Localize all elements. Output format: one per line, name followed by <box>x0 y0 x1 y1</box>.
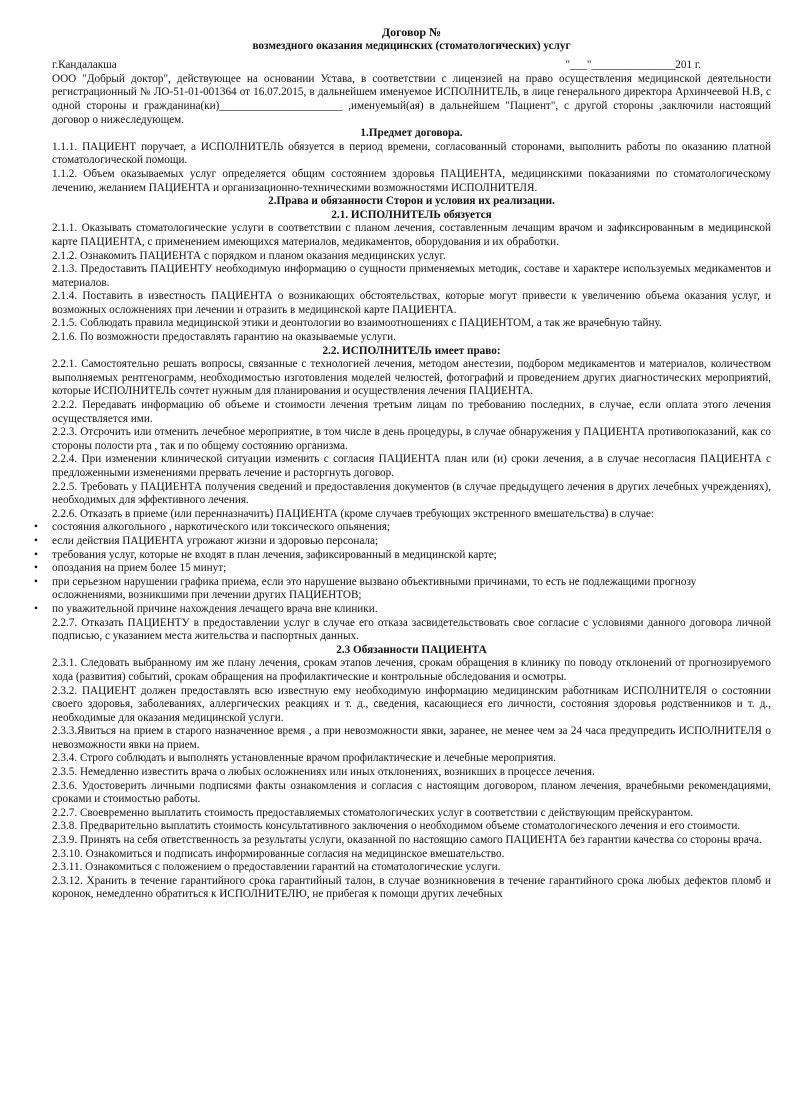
paragraph-2-3-12: 2.3.12. Хранить в течение гарантийного срока гарантийный талон, в случае возникновения в течение гарантийного срока любых дефектов пломб и коронок, немедленно обратиться к ИСПОЛНИТЕЛЮ, не прибегая к помощи других лечебных <box>52 874 771 901</box>
paragraph-2-3-1: 2.3.1. Следовать выбранному им же плану лечения, срокам этапов лечения, срокам обращения в клинику по поводу отклонений от прогнозируемого хода (развития) событий, срокам обращения на профилактические и контрольные обследования и осмотры. <box>52 657 771 683</box>
paragraph-2-2-6: 2.2.6. Отказать в приеме (или перенназначить) ПАЦИЕНТА (кроме случаев требующих экстренного вмешательства) в случае: <box>52 507 655 520</box>
paragraph-2-3-9: 2.3.9. Принять на себя ответственность за результаты услуги, оказанной по настоящию самого ПАЦИЕНТА без гарантии качества со стороны врача. <box>52 834 762 847</box>
paragraph-2-3-10: 2.3.10. Ознакомиться и подписать информированные согласия на медицинское вмешательство. <box>52 847 505 860</box>
paragraph-2-1-3: 2.1.3. Предоставить ПАЦИЕНТУ необходимую информацию о сущности применяемых методик, составе и характере используемых медикаментов и материалов. <box>52 263 771 289</box>
section-2-title: 2.Права и обязанности Сторон и условия их реализации. <box>268 195 555 208</box>
section-2-3-title: 2.3 Обязанности ПАЦИЕНТА <box>336 643 487 656</box>
paragraph-2-2-1: 2.2.1. Самостоятельно решать вопросы, связанные с технологией лечения, методом анестезии, подбором медикаментов и материалов, количеством выполняемых рентгенограмм, необходимостью изготовления моделей челюстей, фотографий и проведением других диагностических мероприятий, которые ИСПОЛНИТЕЛЬ сочтет нужным для планирования и осуществления лечения ПАЦИЕНТА. <box>52 358 771 398</box>
document-subtitle: возмездного оказания медицинских (стоматологических) услуг <box>252 39 571 52</box>
city: г.Кандалакша <box>52 59 117 72</box>
document-title: Договор № <box>381 25 442 39</box>
paragraph-2-3-2: 2.3.2. ПАЦИЕНТ должен предоставлять всю известную ему необходимую информацию медицинским работникам ИСПОЛНИТЕЛЯ о состоянии своего здоровья, заболеваниях, аллергических реакциях и т. д., сведения, касающиеся его личности, состояния здоровья родственников и т. д., необходимые для оказания медицинской услуги. <box>52 684 771 724</box>
paragraph-1-1-2: 1.1.2. Объем оказываемых услуг определяется общим состоянием здоровья ПАЦИЕНТА, медицинскими показаниями по стоматологическому лечению, желанием ПАЦИЕНТА и организационно-техническими возможностями ИСПОЛНИТЕЛЯ. <box>52 167 771 194</box>
list-item: • требования услуг, которые не входят в план лечения, зафиксированный в медицинской карте; <box>52 549 771 563</box>
paragraph-2-3-7: 2.2.7. Своевременно выплатить стоимость предоставляемых стоматологических услуг в соответствии с действующим прейскурантом. <box>52 806 694 819</box>
paragraph-2-2-7: 2.2.7. Отказать ПАЦИЕНТУ в предоставлении услуг в случае его отказа засвидетельствовать свое согласие с условиями данного договора личной подписью, с указанием места жительства и паспортных данных. <box>52 616 771 643</box>
paragraph-2-2-4: 2.2.4. При изменении клинической ситуации изменить с согласия ПАЦИЕНТА план или (и) сроки лечения, а в случае несогласия ПАЦИЕНТА с предложенными изменениями прервать лечение и расторгнуть договор. <box>52 453 771 479</box>
paragraph-2-1-4: 2.1.4. Поставить в известность ПАЦИЕНТА о возникающих обстоятельствах, которые могут привести к увеличению объема оказания услуг, и возможных осложнениях при лечении и отразить в медицинской карте ПАЦИЕНТА. <box>52 290 771 316</box>
paragraph-2-2-3: 2.2.3. Отсрочить или отменить лечебное мероприятие, в том числе в день процедуры, в случае обнаружения у ПАЦИЕНТА противопоказаний, как со стороны полости рта , так и по общему состоянию организма. <box>52 426 771 452</box>
list-item: • при серьезном нарушении графика приема, если это нарушение вызвано объективными причинами, то есть не подлежащими прогнозу осложнениями, возникшими при лечении других ПАЦИЕНТОВ; <box>52 576 771 603</box>
list-item: • опоздания на прием более 15 минут; <box>52 562 771 576</box>
paragraph-2-2-5: 2.2.5. Требовать у ПАЦИЕНТА получения сведений и предоставления документов (в случае предыдущего лечения в других лечебных учреждениях), необходимых для эффективного лечения. <box>52 480 771 507</box>
section-1-title: 1.Предмет договора. <box>360 127 463 140</box>
paragraph-2-3-8: 2.3.8. Предварительно выплатить стоимость консультативного заключения о необходимом объеме стоматологического лечения и его стоимости. <box>52 820 741 833</box>
paragraph-2-2-2: 2.2.2. Передавать информацию об объеме и стоимости лечения третьим лицам по требованию последних, в случае, если оплата этого лечения осуществляется ими. <box>52 399 771 425</box>
paragraph-2-1-2: 2.1.2. Ознакомить ПАЦИЕНТА с порядком и планом оказания медицинских услуг. <box>52 249 446 262</box>
section-2-1-title: 2.1. ИСПОЛНИТЕЛЬ обязуется <box>331 208 492 221</box>
refusal-reasons-list <box>52 521 771 616</box>
place-date-row <box>52 59 771 73</box>
paragraph-2-3-11: 2.3.11. Ознакомиться с положением о предоставлении гарантий на стоматологические услуги. <box>52 861 501 874</box>
intro-paragraph: ООО "Добрый доктор", действующее на основании Устава, в соответствии с лицензией на право осуществления медицинской деятельности регистрационный № ЛО-51-01-001364 от 16.07.2015, в дальнейшем именуемое ИСПОЛНИТЕЛЬ, в лице генерального директора Архинчеевой Н.В, с одной стороны и гражданина(ки)______________________ ,именуемый(ая) в дальнейшем "Пациент", с другой стороны ,заключили настоящий договор о нижеследующем. <box>52 72 771 126</box>
paragraph-2-1-1: 2.1.1. Оказывать стоматологические услуги в соответствии с планом лечения, составленным лечащим врачом и зафиксированным в медицинской карте ПАЦИЕНТА, с применением имеющихся материалов, медикаментов, оборудования и их обработки. <box>52 222 771 248</box>
list-item: • если действия ПАЦИЕНТА угрожают жизни и здоровью персонала; <box>52 535 771 549</box>
paragraph-2-1-6: 2.1.6. По возможности предоставлять гарантию на оказываемые услуги. <box>52 331 396 344</box>
paragraph-2-1-5: 2.1.5. Соблюдать правила медицинской этики и деонтологии во взаимоотношениях с ПАЦИЕНТОМ, а так же врачебную тайну. <box>52 317 662 330</box>
list-item: • по уважительной причине нахождения лечащего врача вне клиники. <box>52 603 771 617</box>
paragraph-2-3-6: 2.3.6. Удостоверить личными подписями факты ознакомления и согласия с настоящим договором, планом лечения, врачебными рекомендациями, сроками и стоимостью работы. <box>52 779 771 806</box>
paragraph-2-3-4: 2.3.4. Строго соблюдать и выполнять установленные врачом профилактические и лечебные мероприятия. <box>52 752 557 765</box>
paragraph-1-1-1: 1.1.1. ПАЦИЕНТ поручает, а ИСПОЛНИТЕЛЬ обязуется в период времени, согласованный сторонами, выполнить работы по оказанию платной стоматологической помощи. <box>52 140 771 167</box>
paragraph-2-3-3: 2.3.3.Явиться на прием в старого назначенное время , а при невозможности явки, заранее, не менее чем за 24 часа предупредить ИСПОЛНИТЕЛЯ о невозможности явки на прием. <box>52 725 771 751</box>
list-item: • состояния алкогольного , наркотического или токсического опьянения; <box>52 521 771 535</box>
paragraph-2-3-5: 2.3.5. Немедленно известить врача о любых осложнениях или иных отклонениях, возникших в процессе лечения. <box>52 766 595 779</box>
section-2-2-title: 2.2. ИСПОЛНИТЕЛЬ имеет право: <box>322 344 501 357</box>
contract-date: "___"_______________201 г. <box>565 59 701 72</box>
